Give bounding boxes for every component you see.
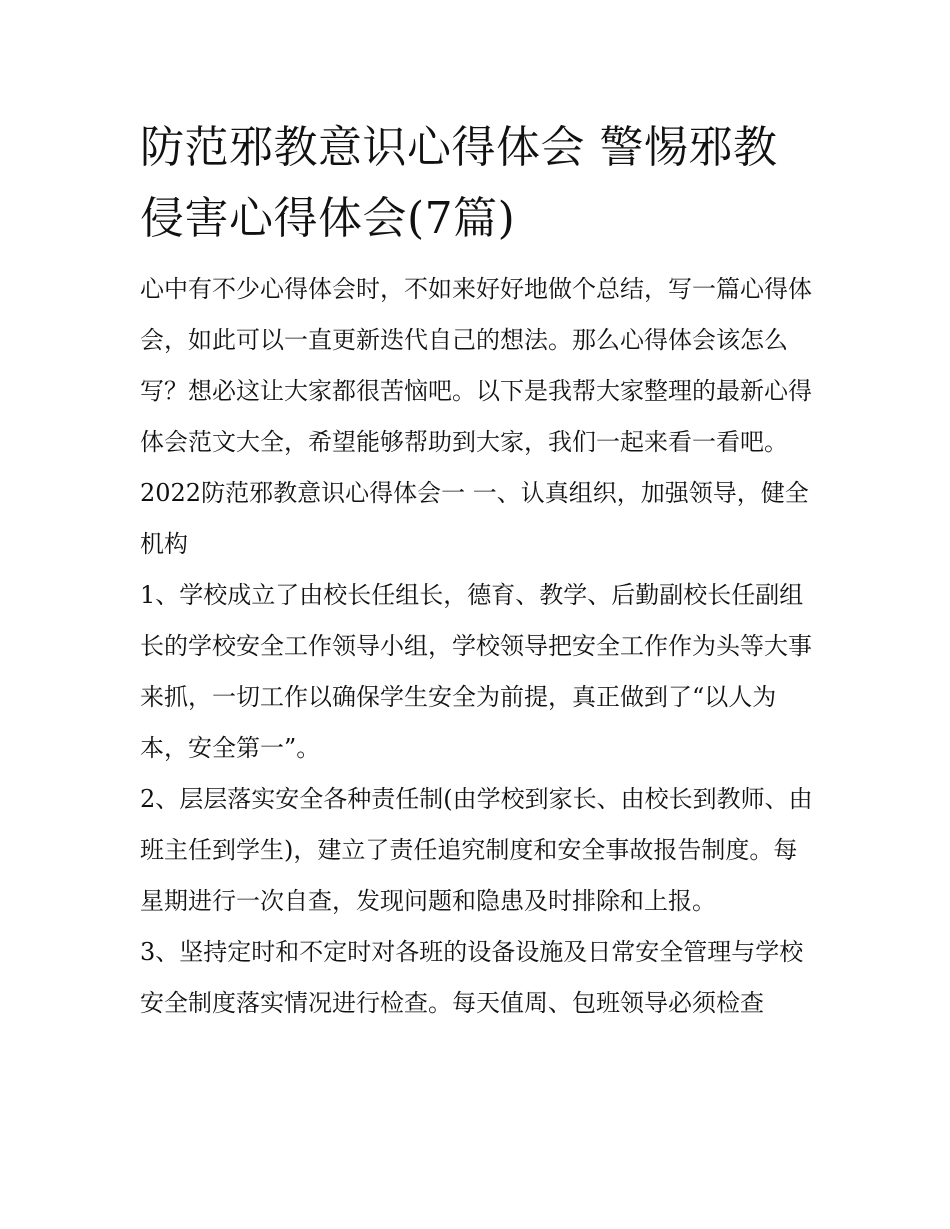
paragraph-item-1: 1、学校成立了由校长任组长，德育、教学、后勤副校长任副组长的学校安全工作领导小组，学校领导把安全工作作为头等大事来抓，一切工作以确保学生安全为前提，真正做到了“以人为本，安全第一”。: [140, 581, 812, 762]
paragraph-section-heading: 2022防范邪教意识心得体会一 一、认真组织，加强领导，健全机构: [140, 479, 809, 558]
paragraph-intro: 心中有不少心得体会时，不如来好好地做个总结，写一篇心得体会，如此可以一直更新迭代自己的想法。那么心得体会该怎么写？想必这让大家都很苦恼吧。以下是我帮大家整理的最新心得体会范文大全，希望能够帮助到大家，我们一起来看一看吧。: [140, 275, 812, 456]
paragraph-item-2: 2、层层落实安全各种责任制(由学校到家长、由校长到教师、由班主任到学生)，建立了责任追究制度和安全事故报告制度。每星期进行一次自查，发现问题和隐患及时排除和上报。: [140, 785, 813, 915]
paragraph-item-3: 3、坚持定时和不定时对各班的设备设施及日常安全管理与学校安全制度落实情况进行检查。每天值周、包班领导必须检查: [140, 938, 804, 1017]
document-body: [140, 112, 815, 1029]
document-title: 防范邪教意识心得体会 警惕邪教侵害心得体会(7篇): [140, 122, 778, 244]
